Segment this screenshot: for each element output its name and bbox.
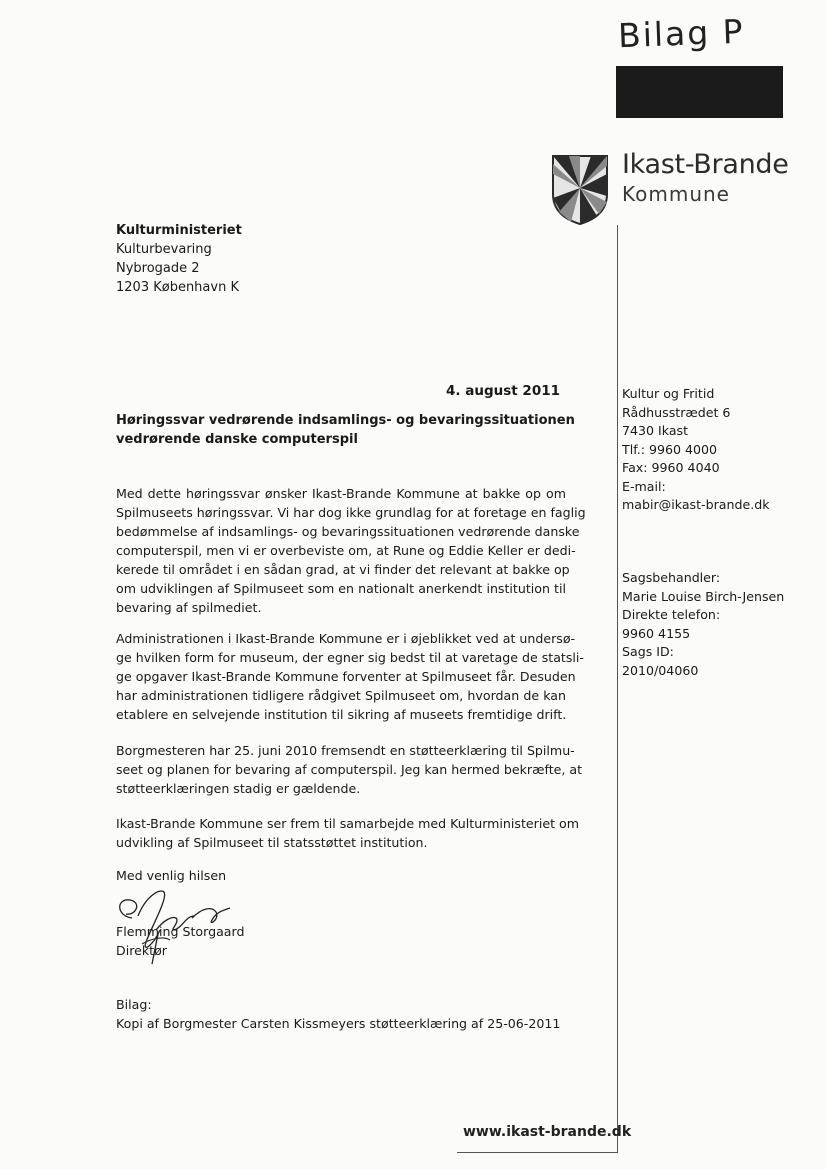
body-line: har administrationen tidligere rådgivet Spilmuseet om, hvordan de kan xyxy=(116,688,566,703)
footer-url[interactable]: www.ikast-brande.dk xyxy=(463,1124,632,1140)
attachment-text: Kopi af Borgmester Carsten Kissmeyers støtteerklæring af 25-06-2011 xyxy=(116,1016,561,1031)
municipality-shield-icon xyxy=(551,154,609,226)
recipient-address xyxy=(116,221,242,297)
case-handler-label: Sagsbehandler: xyxy=(622,570,721,585)
sidebar-contact xyxy=(622,385,770,515)
body-line: seet og planen for bevaring af computerspil. Jeg kan hermed bekræfte, at xyxy=(116,762,583,777)
attachment-block xyxy=(116,995,560,1033)
subject-line: vedrørende danske computerspil xyxy=(116,432,358,447)
sidebar-case-info xyxy=(622,569,784,680)
body-line: bedømmelse af indsamlings- og bevaringssituationen vedrørende danske xyxy=(116,524,580,539)
signer-name: Flemming Storgaard xyxy=(116,924,245,939)
contact-department: Kultur og Fritid xyxy=(622,386,715,401)
body-line: etablere en selvejende institution til sikring af museets fremtidige drift. xyxy=(116,707,567,722)
body-line: om udviklingen af Spilmuseet som en nationalt anerkendt institution til xyxy=(116,581,566,596)
body-paragraph-1 xyxy=(116,484,586,617)
contact-street: Rådhusstrædet 6 xyxy=(622,404,731,420)
body-line: ge hvilken form for museum, der egner sig bedst til at varetage de statsli- xyxy=(116,650,584,665)
body-line: ge opgaver Ikast-Brande Kommune forventer at Spilmuseet får. Desuden xyxy=(116,669,576,684)
closing-salutation: Med venlig hilsen xyxy=(116,868,227,883)
recipient-line: 1203 København K xyxy=(116,280,239,295)
letter-subject xyxy=(116,411,575,449)
direct-phone-label: Direkte telefon: xyxy=(622,607,721,622)
body-line: Spilmuseets høringssvar. Vi har dog ikke grundlag for at foretage en faglig xyxy=(116,505,586,520)
letter-date: 4. august 2011 xyxy=(446,383,560,399)
attachment-label: Bilag: xyxy=(116,997,152,1012)
body-paragraph-2 xyxy=(116,629,584,724)
recipient-line: Nybrogade 2 xyxy=(116,261,200,276)
body-line: Borgmesteren har 25. juni 2010 fremsendt en støtteerklæring til Spilmu- xyxy=(116,743,575,758)
handwritten-stamp: Bilag P xyxy=(617,11,746,56)
contact-city: 7430 Ikast xyxy=(622,423,689,438)
body-line: computerspil, men vi er overbeviste om, at Rune og Eddie Keller er dedi- xyxy=(116,543,576,558)
body-line: bevaring af spilmediet. xyxy=(116,600,262,615)
margin-rule xyxy=(617,225,618,1153)
contact-email[interactable]: mabir@ikast-brande.dk xyxy=(622,497,770,512)
subject-line: Høringssvar vedrørende indsamlings- og bevaringssituationen xyxy=(116,413,575,428)
body-line: kerede til området i en sådan grad, at vi finder det relevant at bakke op xyxy=(116,562,570,577)
body-paragraph-3 xyxy=(116,741,583,798)
body-line: Ikast-Brande Kommune ser frem til samarbejde med Kulturministeriet om xyxy=(116,816,579,831)
logo-name: Ikast-Brande xyxy=(622,149,789,180)
logo-wordmark xyxy=(622,151,789,206)
contact-email-label: E-mail: xyxy=(622,478,666,494)
redaction-block xyxy=(616,66,783,118)
case-handler-name: Marie Louise Birch-Jensen xyxy=(622,588,785,604)
body-line: støtteerklæringen stadig er gældende. xyxy=(116,781,361,796)
body-line: udvikling af Spilmuseet til statsstøttet institution. xyxy=(116,835,428,850)
logo-sub: Kommune xyxy=(622,182,730,206)
footer-rule xyxy=(457,1152,618,1153)
contact-fax: Fax: 9960 4040 xyxy=(622,460,720,475)
body-paragraph-4 xyxy=(116,814,579,852)
contact-phone: Tlf.: 9960 4000 xyxy=(622,441,718,457)
case-id: 2010/04060 xyxy=(622,662,699,678)
case-id-label: Sags ID: xyxy=(622,644,674,659)
direct-phone: 9960 4155 xyxy=(622,625,691,641)
body-line: Med dette høringssvar ønsker Ikast-Brande Kommune at bakke op om xyxy=(116,486,566,501)
recipient-line: Kulturministeriet xyxy=(116,223,242,238)
signer-block xyxy=(116,922,244,960)
body-line: Administrationen i Ikast-Brande Kommune er i øjeblikket ved at undersø- xyxy=(116,631,576,646)
signer-title: Direktør xyxy=(116,943,167,958)
recipient-line: Kulturbevaring xyxy=(116,242,212,257)
